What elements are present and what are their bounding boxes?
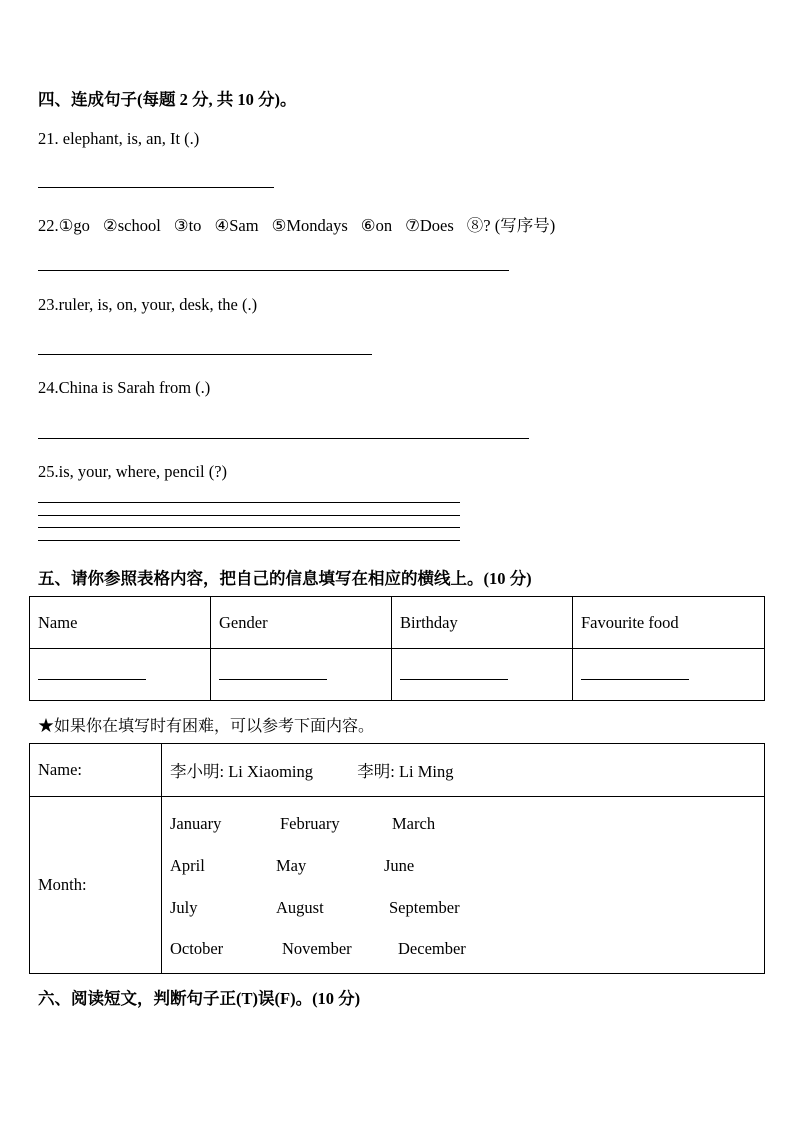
month-july: July: [170, 898, 198, 917]
ref-month-label: Month:: [30, 797, 162, 974]
info-header-name: Name: [30, 597, 211, 649]
answer-line-25d[interactable]: [38, 540, 460, 541]
q22-item-8: ⑧?: [466, 216, 491, 235]
question-22: [38, 212, 555, 236]
month-august: August: [276, 898, 324, 917]
q22-item-2: ②school: [102, 216, 161, 235]
info-header-birthday: Birthday: [392, 597, 573, 649]
ref-name-example-1: 李小明: Li Xiaoming: [170, 762, 313, 781]
question-22-number: 22.: [38, 216, 59, 235]
question-21: 21. elephant, is, an, It (.): [38, 129, 200, 148]
ref-month-cell: [162, 797, 765, 974]
month-february: February: [280, 814, 340, 833]
gender-blank[interactable]: [219, 665, 327, 680]
name-blank[interactable]: [38, 665, 146, 680]
info-cell-favourite-food: [573, 649, 765, 701]
answer-line-25c[interactable]: [38, 527, 460, 528]
ref-name-examples: [162, 744, 765, 797]
q22-item-3: ③to: [173, 216, 202, 235]
section-4-heading: 四、连成句子(每题 2 分, 共 10 分)。: [38, 90, 297, 109]
month-january: January: [170, 814, 222, 833]
month-november: November: [282, 939, 352, 958]
month-october: October: [170, 939, 224, 958]
info-header-favourite-food: Favourite food: [573, 597, 765, 649]
birthday-blank[interactable]: [400, 665, 508, 680]
q22-item-4: ④Sam: [214, 216, 259, 235]
section-6-heading: 六、阅读短文，判断句子正(T)误(F)。(10 分): [38, 989, 361, 1008]
info-cell-birthday: [392, 649, 573, 701]
q22-item-1: ①go: [58, 216, 90, 235]
month-april: April: [170, 856, 205, 875]
answer-line-25a[interactable]: [38, 502, 460, 503]
month-september: September: [389, 898, 460, 917]
ref-name-example-2: 李明: Li Ming: [357, 762, 454, 781]
ref-name-label: Name:: [30, 744, 162, 797]
answer-line-23[interactable]: [38, 354, 372, 355]
month-march: March: [392, 814, 436, 833]
q22-note: (写序号): [494, 216, 556, 235]
info-cell-name: [30, 649, 211, 701]
info-header-gender: Gender: [211, 597, 392, 649]
month-june: June: [384, 856, 415, 875]
month-december: December: [398, 939, 466, 958]
info-cell-gender: [211, 649, 392, 701]
hint-text: ★如果你在填写时有困难，可以参考下面内容。: [38, 718, 375, 735]
section-5-heading: 五、请你参照表格内容，把自己的信息填写在相应的横线上。(10 分): [38, 569, 532, 588]
question-24: 24.China is Sarah from (.): [38, 378, 211, 397]
info-table: [29, 596, 765, 701]
q22-item-5: ⑤Mondays: [271, 216, 348, 235]
reference-table: [29, 743, 765, 974]
month-may: May: [276, 856, 307, 875]
answer-line-22[interactable]: [38, 270, 509, 271]
favourite-food-blank[interactable]: [581, 665, 689, 680]
answer-line-24[interactable]: [38, 438, 529, 439]
q22-item-7: ⑦Does: [405, 216, 454, 235]
question-23: 23.ruler, is, on, your, desk, the (.): [38, 295, 258, 314]
question-25: 25.is, your, where, pencil (?): [38, 462, 228, 481]
answer-line-21[interactable]: [38, 187, 274, 188]
q22-item-6: ⑥on: [360, 216, 393, 235]
answer-line-25b[interactable]: [38, 515, 460, 516]
